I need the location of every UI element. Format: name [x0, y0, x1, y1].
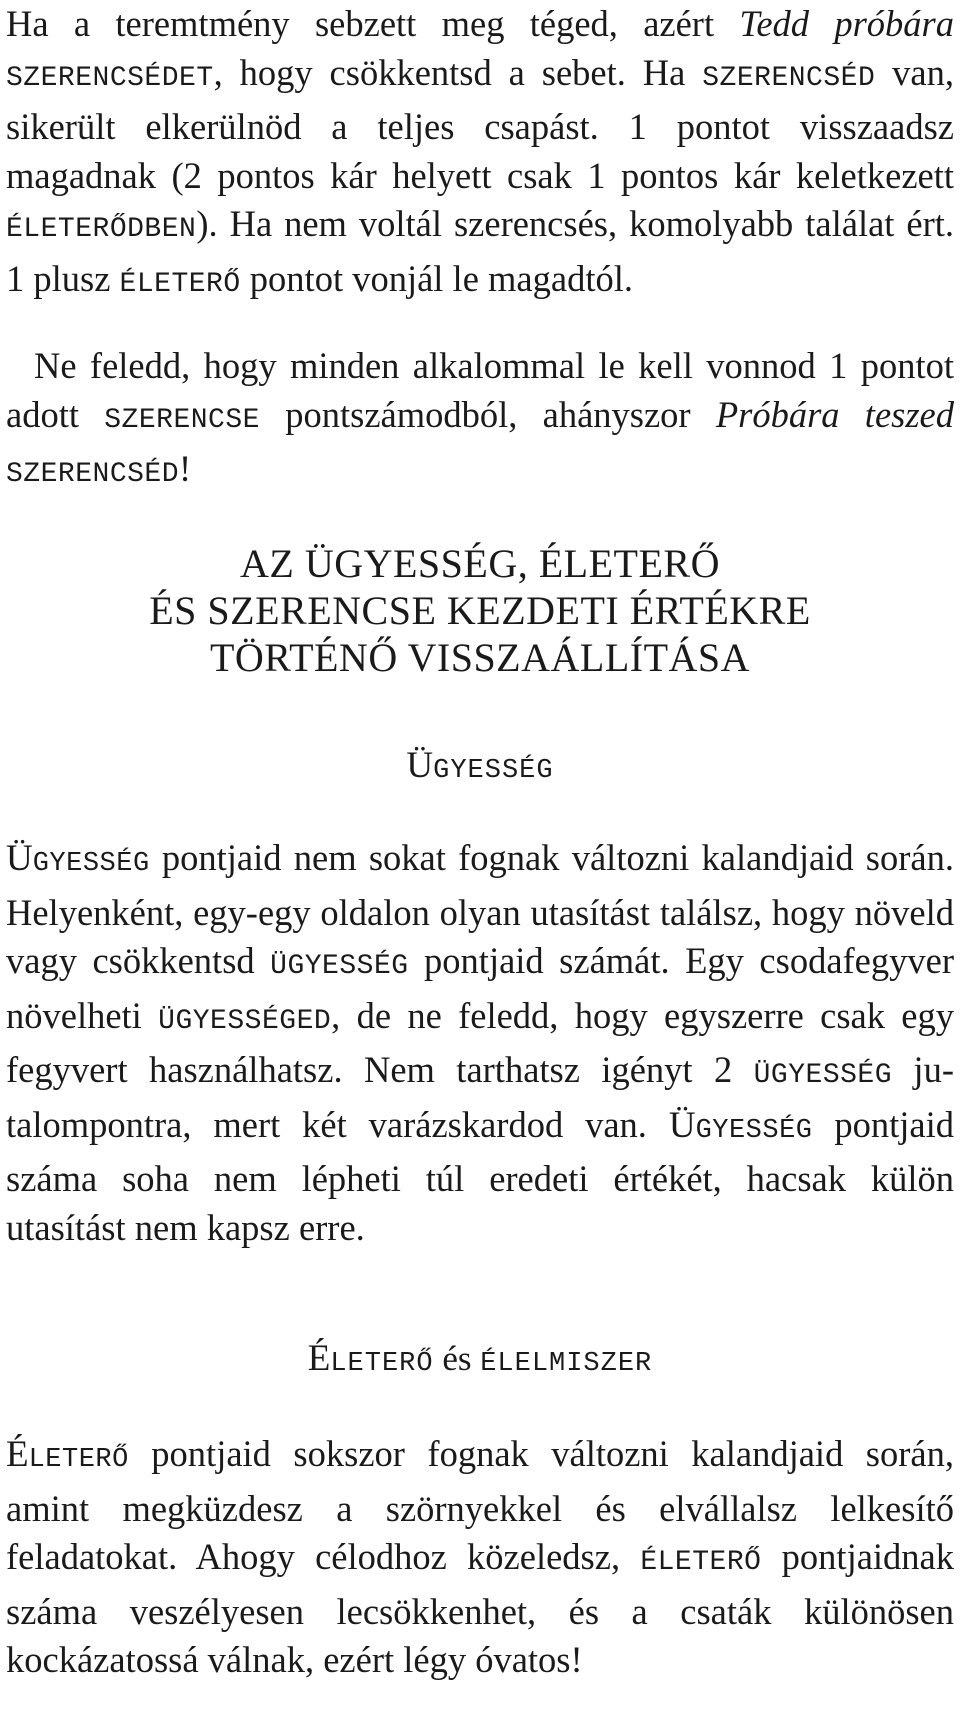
- italic-run: Próbára teszed: [715, 393, 954, 435]
- paragraph-luck-deduction: [6, 342, 954, 500]
- heading-line: AZ ÜGYESSÉG, ÉLETERŐ: [240, 541, 720, 586]
- paragraph-stamina: [6, 1430, 954, 1685]
- small-caps-term: SZERENCSE: [104, 404, 260, 436]
- text-run: pontjaid sokszor fognak változni kalandjaid során, amint megküzdesz a szörnyekkel és elvállalsz lelkesítő feladatokat. Ahogy célodhoz közeledsz,: [6, 1433, 954, 1577]
- subheading-rest: LETERŐ: [330, 1349, 434, 1379]
- lead-initial: Ü: [6, 838, 33, 879]
- lead-small-caps: GYESSÉG: [32, 849, 150, 879]
- heading-line: TÖRTÉNŐ VISSZAÁLLÍTÁSA: [209, 635, 751, 680]
- heading-line: ÉS SZERENCSE KEZDETI ÉRTÉKRE: [149, 588, 811, 633]
- text-run: pontszámodból, ahányszor: [259, 393, 716, 435]
- subheading-conjunction: és: [433, 1339, 481, 1378]
- small-caps-term: SZERENCSÉD: [6, 459, 180, 490]
- small-caps-term: ÜGYESSÉG: [270, 951, 409, 982]
- text-run: Ha a teremtmény sebzett meg téged, azért: [6, 3, 740, 44]
- text-run: pontjaidnak száma veszélyesen lecsökkenhet, és a csaták különösen kockázatossá válnak, ezért légy óvatos!: [6, 1536, 954, 1680]
- small-caps-term: SZERENCSÉD: [702, 62, 876, 94]
- subheading-rest: GYESSÉG: [433, 756, 554, 786]
- text-run: Ne feledd, hogy minden alkalommal le kell vonnod 1 pontot adott: [6, 345, 954, 435]
- small-caps-term: SZERENCSÉDET: [6, 62, 214, 94]
- text-run: pontjaid száma soha nem lépheti túl eredeti értékét, hacsak külön utasítást nem kapsz erre.: [6, 1103, 954, 1248]
- text-run: , hogy csökkentsd a sebet. Ha: [213, 51, 703, 93]
- lead-initial: É: [6, 1434, 29, 1475]
- small-caps-term: GYESSÉG: [695, 1115, 813, 1146]
- text-run: , de ne feledd, hogy egyszerre csak egy fegyvert használhatsz. Nem tarthatsz igényt 2: [6, 994, 955, 1090]
- text-run: jutalompontra, mert két varázskardod van.: [6, 1049, 954, 1145]
- section-heading-restore-values: [6, 540, 954, 681]
- subheading-initial: Ü: [406, 745, 434, 786]
- small-caps-term: ÉLETERŐ: [119, 268, 241, 300]
- paragraph-skill: [6, 834, 954, 1252]
- small-caps-term: ÉLETERŐ: [640, 1547, 762, 1578]
- small-caps-term: ÜGYESSÉG: [753, 1060, 893, 1091]
- text-run: pontot vonjál le magadtól.: [240, 257, 633, 299]
- subheading-term: ÉLELMISZER: [480, 1349, 653, 1379]
- text-run: van, sikerült elkerülnöd a teljes csapást. 1 pontot visszaadsz magadnak (2 pontos kár helyett csak 1 pontos kár keletkezett: [6, 51, 954, 196]
- text-run: ). Ha nem voltál szerencsés, komolyabb találat ért. 1 plusz: [6, 203, 954, 299]
- text-run: pontjaid számát. Egy csodafegyver növelheti: [6, 940, 954, 1036]
- text-run: !: [179, 448, 192, 489]
- small-caps-term: ÜGYESSÉGED: [158, 1005, 332, 1037]
- text-run: pontjaid nem sokat fognak változni kalandjaid során. Helyenként, egy-egy oldalon olyan utasítást találsz, hogy növeld vagy csökkentsd: [6, 837, 954, 981]
- lead-small-caps: LETERŐ: [28, 1445, 129, 1475]
- subheading-skill: [6, 744, 954, 787]
- italic-run: Tedd próbára: [739, 3, 954, 44]
- paragraph-luck-test-damage: [6, 0, 954, 309]
- term-initial: Ü: [668, 1104, 696, 1146]
- small-caps-term: ÉLETERŐDBEN: [6, 214, 197, 245]
- subheading-initial: É: [307, 1338, 331, 1379]
- subheading-stamina-provisions: [6, 1337, 954, 1380]
